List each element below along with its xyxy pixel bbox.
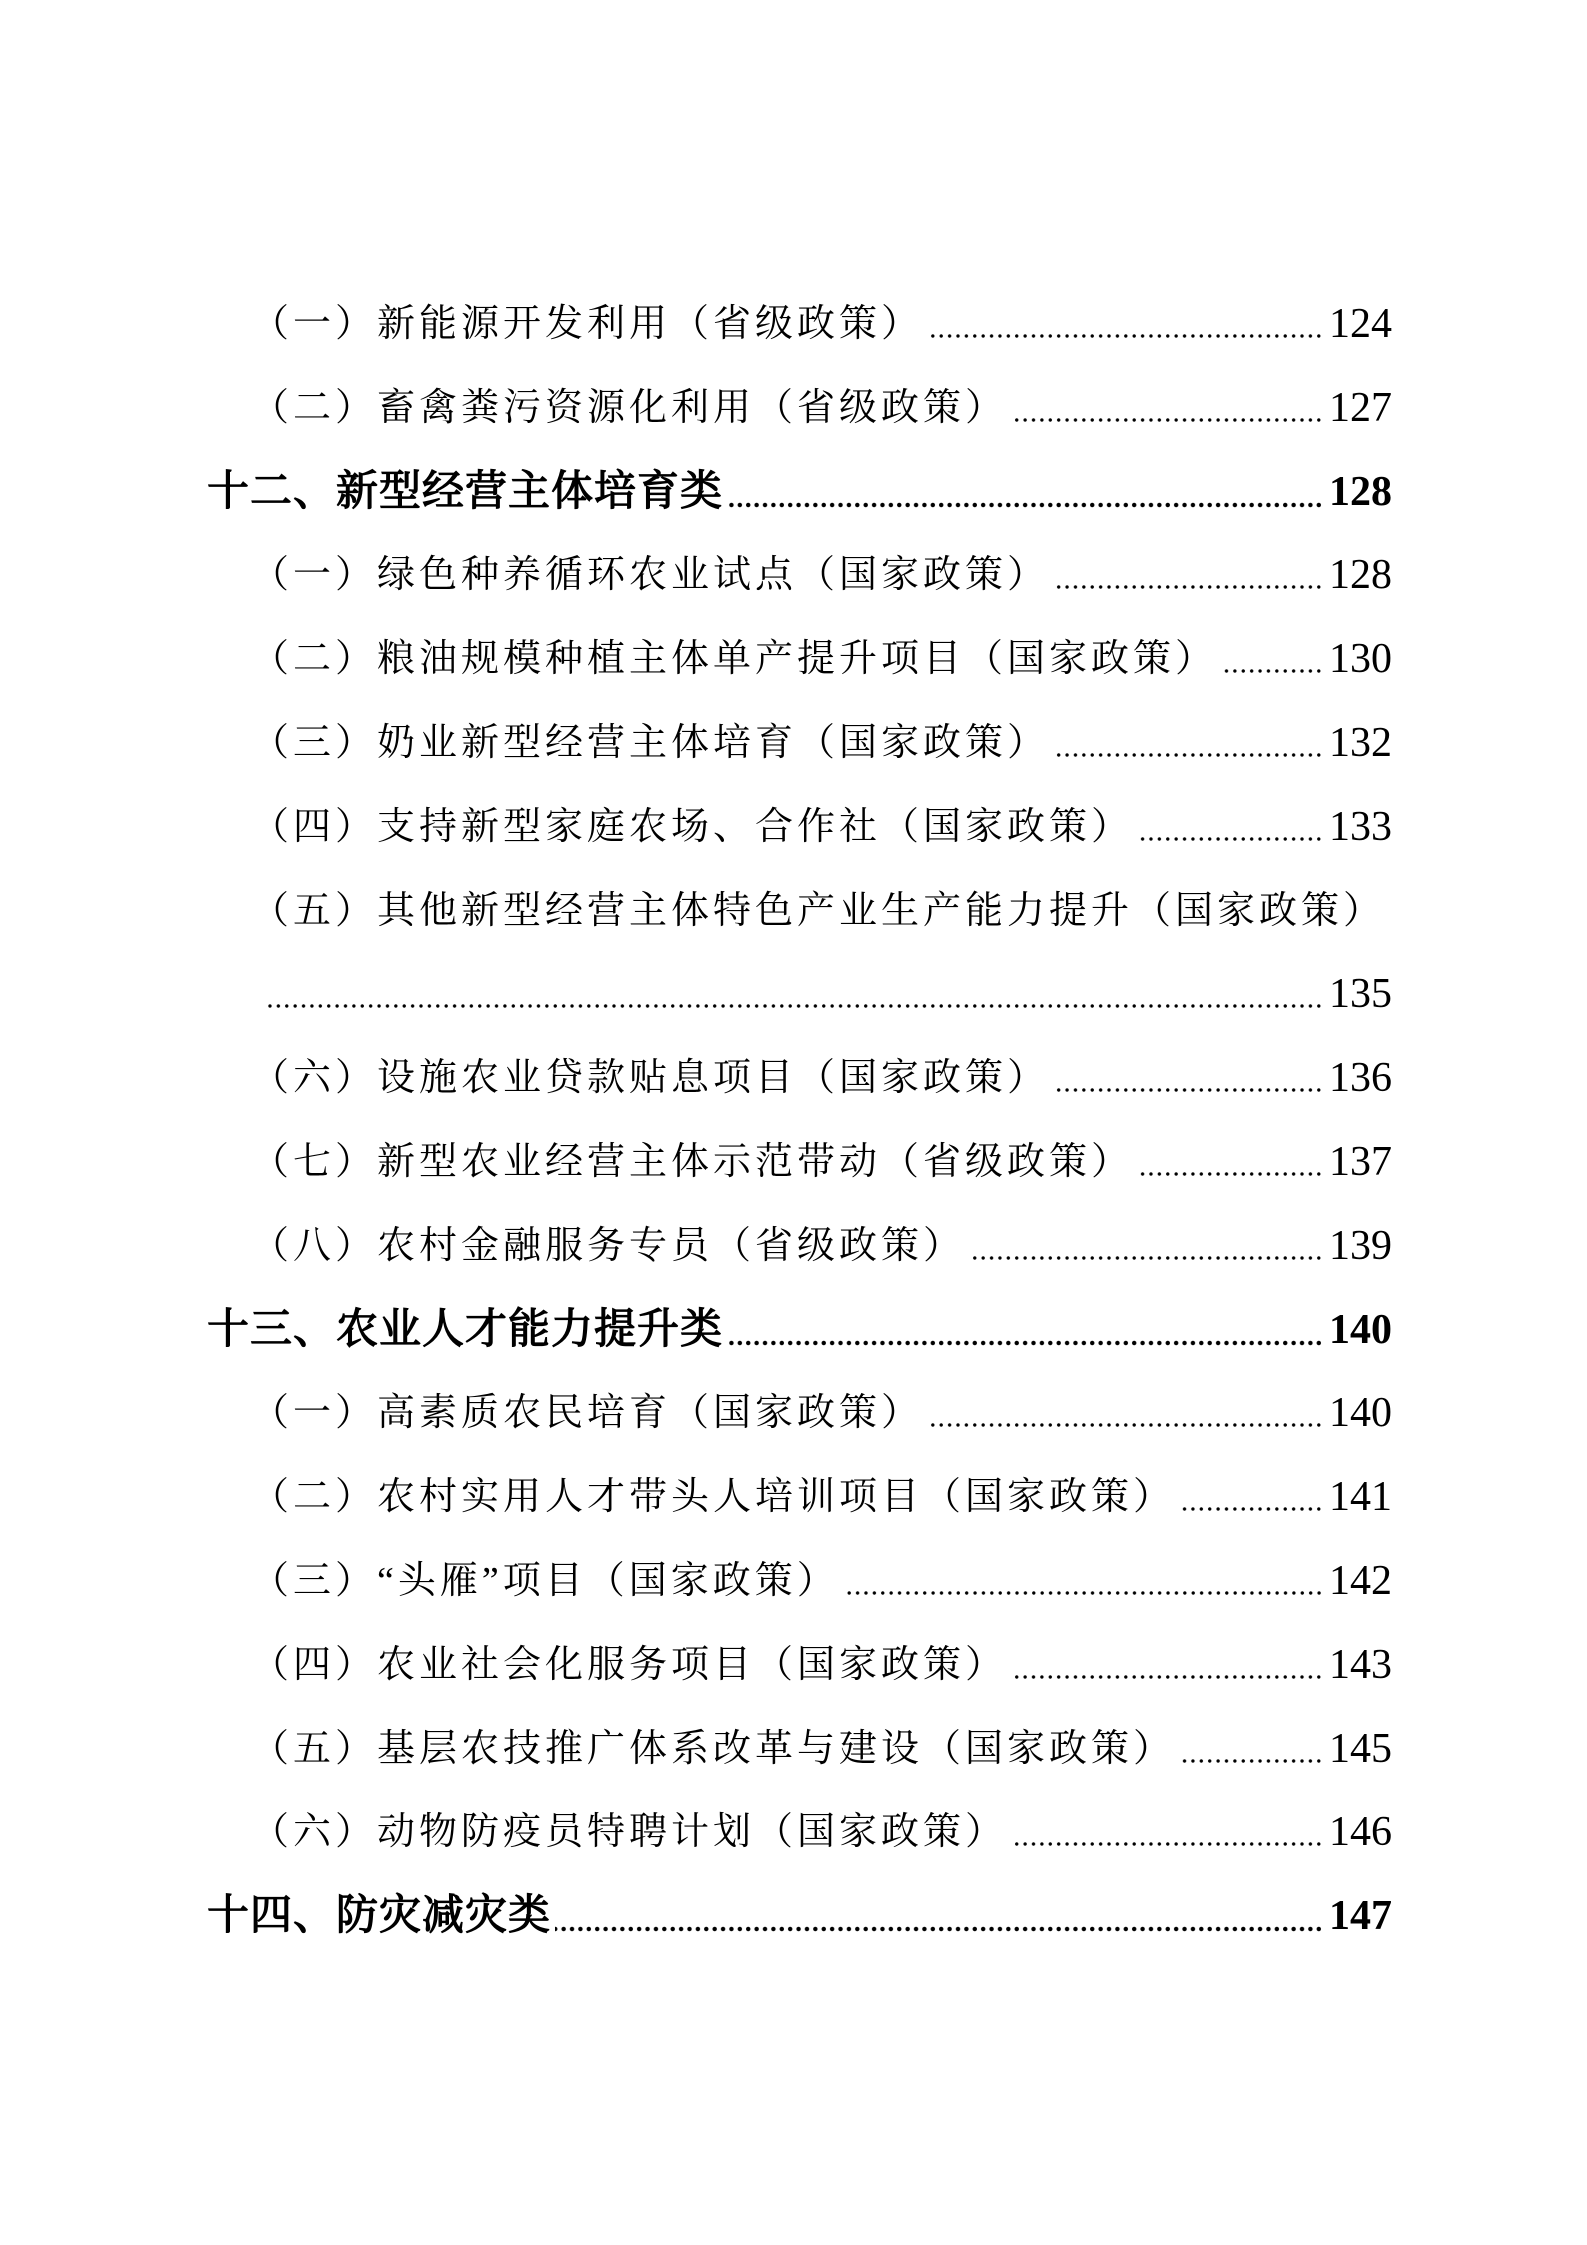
page-number: 133 [1329, 803, 1392, 850]
dot-leader [843, 1590, 1323, 1596]
toc-entry-label: （一）新能源开发利用（省级政策） [251, 303, 924, 345]
page-number: 145 [1329, 1725, 1392, 1772]
toc-entry-label: （六）动物防疫员特聘计划（国家政策） [251, 1811, 1008, 1854]
section-title: 十三、农业人才能力提升类 [207, 1306, 724, 1353]
table-of-contents [207, 283, 1392, 1959]
toc-entry [207, 1372, 1392, 1456]
dot-leader [727, 1340, 1323, 1346]
page-number: 140 [1329, 1390, 1392, 1437]
toc-entry-label: （八）农村金融服务专员（省级政策） [251, 1224, 966, 1267]
toc-entry-continuation [207, 953, 1392, 1037]
page-number: 132 [1329, 719, 1392, 766]
page-number: 124 [1329, 301, 1392, 347]
dot-leader [1011, 417, 1323, 423]
toc-entry [207, 367, 1392, 451]
toc-entry [207, 1037, 1392, 1121]
toc-entry-label: （二）粮油规模种植主体单产提升项目（国家政策） [251, 638, 1218, 681]
dot-leader [1137, 836, 1323, 842]
page-number: 135 [1329, 971, 1392, 1018]
page-number: 128 [1329, 552, 1392, 599]
toc-entry-label: （六）设施农业贷款贴息项目（国家政策） [251, 1057, 1050, 1100]
dot-leader [969, 1255, 1323, 1261]
toc-entry [207, 283, 1392, 367]
page-number: 140 [1329, 1306, 1392, 1353]
toc-entry [207, 786, 1392, 870]
toc-entry [207, 534, 1392, 618]
page-number: 130 [1329, 636, 1392, 683]
toc-entry-label: （一）高素质农民培育（国家政策） [251, 1392, 924, 1435]
toc-section-heading [207, 451, 1392, 535]
toc-entry [207, 1121, 1392, 1205]
dot-leader [1179, 1758, 1323, 1764]
toc-entry-label: （四）农业社会化服务项目（国家政策） [251, 1643, 1008, 1686]
section-title: 十四、防灾减灾类 [207, 1893, 552, 1940]
page-number: 137 [1329, 1138, 1392, 1185]
toc-entry [207, 1205, 1392, 1289]
toc-section-heading [207, 1875, 1392, 1959]
page-number: 128 [1329, 468, 1392, 515]
toc-entry [207, 618, 1392, 702]
dot-leader [727, 502, 1323, 508]
section-title: 十二、新型经营主体培育类 [207, 468, 724, 515]
dot-leader [1221, 668, 1323, 674]
page-number: 139 [1329, 1222, 1392, 1269]
dot-leader [267, 1003, 1323, 1009]
toc-entry-label: （三）奶业新型经营主体培育（国家政策） [251, 721, 1050, 764]
toc-entry [207, 1540, 1392, 1624]
page-number: 143 [1329, 1641, 1392, 1688]
toc-entry-label: （五）基层农技推广体系改革与建设（国家政策） [251, 1727, 1176, 1770]
dot-leader [927, 333, 1323, 339]
dot-leader [1137, 1171, 1323, 1177]
page-number: 141 [1329, 1474, 1392, 1521]
dot-leader [1053, 584, 1323, 590]
dot-leader [1011, 1841, 1323, 1847]
page-number: 146 [1329, 1809, 1392, 1856]
page-number: 127 [1329, 384, 1392, 431]
page-number: 136 [1329, 1055, 1392, 1102]
toc-section-heading [207, 1289, 1392, 1373]
page-number: 142 [1329, 1557, 1392, 1604]
dot-leader [555, 1926, 1323, 1932]
toc-entry [207, 1708, 1392, 1792]
toc-entry-label: （二）农村实用人才带头人培训项目（国家政策） [251, 1476, 1176, 1519]
toc-entry [207, 1624, 1392, 1708]
dot-leader [927, 1422, 1323, 1428]
dot-leader [1179, 1506, 1323, 1512]
toc-entry [207, 1791, 1392, 1875]
toc-entry-label: （七）新型农业经营主体示范带动（省级政策） [251, 1140, 1134, 1183]
toc-entry-label: （四）支持新型家庭农场、合作社（国家政策） [251, 805, 1134, 848]
toc-entry [207, 870, 1392, 954]
dot-leader [1011, 1674, 1323, 1680]
toc-entry-label: （一）绿色种养循环农业试点（国家政策） [251, 554, 1050, 597]
dot-leader [1053, 1087, 1323, 1093]
page-number: 147 [1329, 1893, 1392, 1940]
toc-entry [207, 702, 1392, 786]
toc-entry-label: （三）“头雁”项目（国家政策） [251, 1559, 839, 1602]
toc-entry-label: （二）畜禽粪污资源化利用（省级政策） [251, 386, 1008, 429]
toc-entry-label: （五）其他新型经营主体特色产业生产能力提升（国家政策） [251, 889, 1386, 932]
dot-leader [1053, 752, 1323, 758]
toc-entry [207, 1456, 1392, 1540]
